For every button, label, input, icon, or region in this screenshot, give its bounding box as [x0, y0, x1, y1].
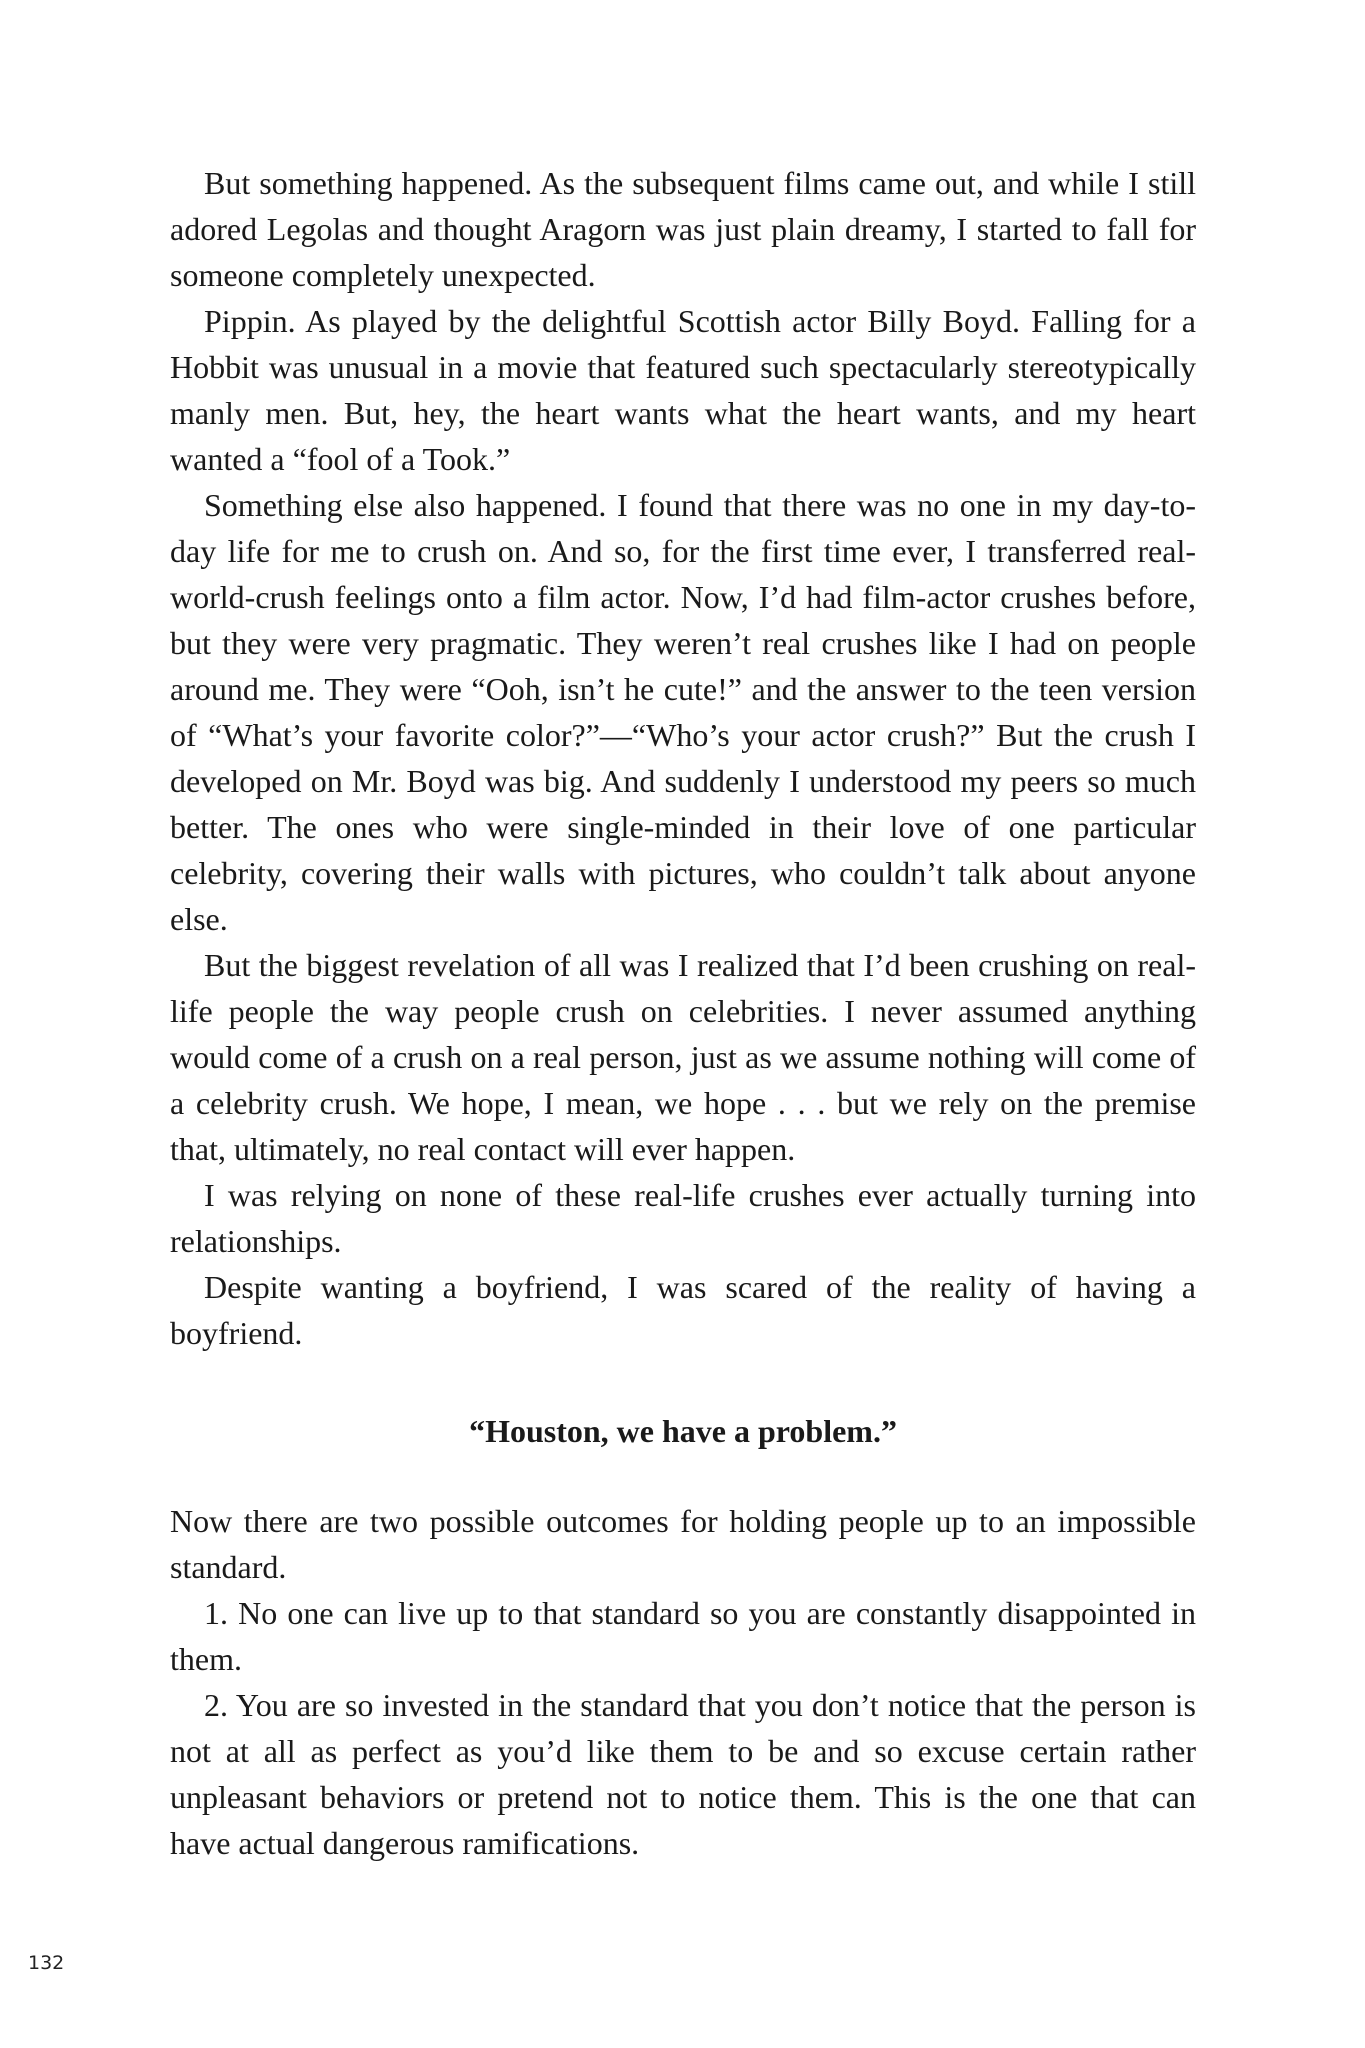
body-paragraph: Something else also happened. I found that there was no one in my day-to-day life for me to crush on. And so, for the first time ever, I transferred real-world-crush feelings onto a film actor. Now, I’d had film-actor crushes before, but they were very pragmatic. They weren’t real crushes like I had on people around me. They were “Ooh, isn’t he cute!” and the answer to the teen version of “What’s your favorite color?”—“Who’s your actor crush?” But the crush I developed on Mr. Boyd was big. And suddenly I understood my peers so much better. The ones who were single-minded in their love of one particular celebrity, covering their walls with pictures, who couldn’t talk about anyone else.: [170, 487, 1196, 937]
body-paragraph: Pippin. As played by the delightful Scottish actor Billy Boyd. Falling for a Hobbit was unusual in a movie that featured such spectacularly stereotypically manly men. But, hey, the heart wants what the heart wants, and my heart wanted a “fool of a Took.”: [170, 303, 1196, 477]
body-paragraph: Despite wanting a boyfriend, I was scared of the reality of having a boyfriend.: [170, 1269, 1196, 1351]
body-paragraph: Now there are two possible outcomes for holding people up to an impossible standard.: [170, 1503, 1196, 1585]
page-body: [170, 160, 1196, 1866]
page-number: 132: [28, 1952, 65, 1974]
body-paragraph: I was relying on none of these real-life crushes ever actually turning into relationships.: [170, 1177, 1196, 1259]
list-item: 1. No one can live up to that standard so you are constantly disappointed in them.: [170, 1595, 1196, 1677]
list-item: 2. You are so invested in the standard that you don’t notice that the person is not at all as perfect as you’d like them to be and so excuse certain rather unpleasant behaviors or pretend not to notice them. This is the one that can have actual dangerous ramifications.: [170, 1687, 1196, 1861]
body-paragraph: But the biggest revelation of all was I realized that I’d been crushing on real-life people the way people crush on celebrities. I never assumed anything would come of a crush on a real person, just as we assume nothing will come of a celebrity crush. We hope, I mean, we hope . . . but we rely on the premise that, ultimately, no real contact will ever happen.: [170, 947, 1196, 1167]
section-heading: “Houston, we have a problem.”: [469, 1413, 897, 1449]
body-paragraph: But something happened. As the subsequent films came out, and while I still adored Legolas and thought Aragorn was just plain dreamy, I started to fall for someone completely unexpected.: [170, 165, 1196, 293]
